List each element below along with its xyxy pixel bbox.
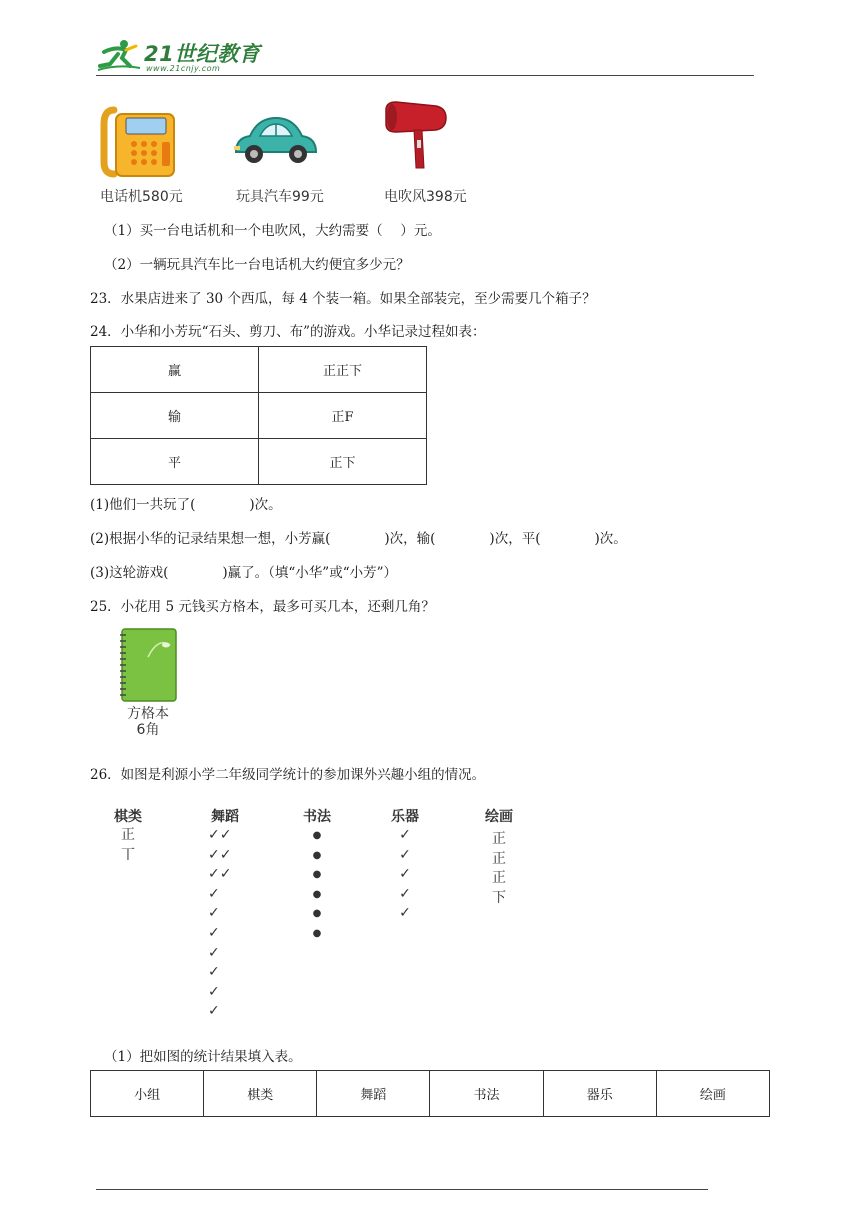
notebook-name: 方格本 bbox=[127, 706, 169, 722]
toy-car-caption: 玩具汽车99元 bbox=[236, 189, 324, 205]
footer-rule bbox=[96, 1189, 708, 1190]
q24-text: 24．小华和小芳玩“石头、剪刀、布”的游戏。小华记录过程如表： bbox=[90, 324, 486, 340]
tally-record-table bbox=[90, 346, 427, 485]
table-header-cell: 舞蹈 bbox=[317, 1071, 430, 1117]
tally-mark: ✓ bbox=[208, 983, 220, 1000]
table-cell: 正F bbox=[259, 393, 427, 439]
tally-mark: ✓ bbox=[399, 866, 411, 883]
table-cell: 正正下 bbox=[259, 347, 427, 393]
table-row bbox=[91, 439, 427, 485]
table-header-cell: 绘画 bbox=[656, 1071, 769, 1117]
table-row bbox=[91, 347, 427, 393]
tally-mark: 正 bbox=[492, 850, 506, 867]
notebook-caption bbox=[112, 706, 184, 738]
tally-mark: ✓ bbox=[208, 1003, 220, 1020]
toy-car-icon bbox=[230, 112, 322, 170]
table-row bbox=[91, 393, 427, 439]
tally-mark: ● bbox=[312, 888, 322, 900]
q26-text: 26．如图是利源小学二年级同学统计的参加课外兴趣小组的情况。 bbox=[90, 767, 486, 783]
tally-mark: ● bbox=[312, 849, 322, 861]
table-cell: 赢 bbox=[91, 347, 259, 393]
tally-head: 乐器 bbox=[391, 809, 419, 825]
table-header-cell: 小组 bbox=[91, 1071, 204, 1117]
tally-mark: ✓ bbox=[399, 885, 411, 902]
header-rule bbox=[96, 75, 754, 76]
tally-column-chess bbox=[103, 806, 153, 865]
table-header-cell: 器乐 bbox=[543, 1071, 656, 1117]
tally-mark: ✓ bbox=[208, 944, 220, 961]
tally-mark: ✓ bbox=[208, 885, 220, 902]
tally-mark: ● bbox=[312, 869, 322, 881]
telephone-icon bbox=[100, 104, 180, 180]
notebook-icon bbox=[118, 627, 178, 703]
tally-column-instrument bbox=[380, 806, 430, 924]
tally-mark: 下 bbox=[492, 889, 506, 906]
tally-head: 舞蹈 bbox=[211, 809, 239, 825]
telephone-caption: 电话机580元 bbox=[100, 189, 183, 205]
table-header-cell: 书法 bbox=[430, 1071, 543, 1117]
tally-head: 棋类 bbox=[114, 809, 142, 825]
site-logo bbox=[96, 36, 266, 78]
logo-text: 21世纪教育 bbox=[144, 42, 261, 66]
tally-column-painting bbox=[474, 806, 524, 908]
notebook-price: 6角 bbox=[136, 722, 160, 738]
tally-head: 绘画 bbox=[485, 809, 513, 825]
tally-column-dance bbox=[198, 806, 252, 1022]
tally-mark: ✓✓ bbox=[208, 827, 232, 843]
tally-mark: ● bbox=[312, 927, 322, 939]
q24-sub2: (2)根据小华的记录结果想一想，小芳赢( )次，输( )次，平( )次。 bbox=[90, 531, 627, 547]
tally-mark: ✓ bbox=[399, 827, 411, 843]
tally-mark: ● bbox=[312, 830, 322, 841]
tally-column-calligraphy bbox=[292, 806, 342, 944]
table-cell: 平 bbox=[91, 439, 259, 485]
q22-sub1: （1）买一台电话机和一个电吹风，大约需要（ ）元。 bbox=[104, 223, 441, 239]
table-header-cell: 棋类 bbox=[204, 1071, 317, 1117]
tally-head: 书法 bbox=[303, 809, 331, 825]
table-cell: 正下 bbox=[259, 439, 427, 485]
q23-text: 23．水果店进来了 30 个西瓜，每 4 个装一箱。如果全部装完，至少需要几个箱子？ bbox=[90, 291, 596, 307]
q25-text: 25．小花用 5 元钱买方格本，最多可买几本，还剩几角？ bbox=[90, 599, 435, 615]
tally-mark: 丅 bbox=[121, 846, 135, 863]
fill-in-table bbox=[90, 1070, 770, 1117]
tally-mark: 正 bbox=[492, 831, 506, 847]
runner-logo-icon bbox=[96, 38, 142, 74]
tally-mark: ✓ bbox=[208, 924, 220, 941]
logo-url: www.21cnjy.com bbox=[146, 64, 221, 73]
tally-mark: ● bbox=[312, 908, 322, 920]
table-cell: 输 bbox=[91, 393, 259, 439]
tally-mark: ✓✓ bbox=[208, 866, 232, 883]
tally-mark: ✓ bbox=[399, 846, 411, 863]
q22-sub2: （2）一辆玩具汽车比一台电话机大约便宜多少元？ bbox=[104, 257, 410, 273]
table-row bbox=[91, 1071, 770, 1117]
hair-dryer-icon bbox=[382, 100, 450, 172]
tally-mark: ✓✓ bbox=[208, 846, 232, 863]
q24-sub1: (1)他们一共玩了( )次。 bbox=[90, 497, 282, 513]
tally-mark: 正 bbox=[492, 870, 506, 887]
tally-mark: 正 bbox=[121, 827, 135, 843]
tally-mark: ✓ bbox=[208, 964, 220, 981]
hair-dryer-caption: 电吹风398元 bbox=[384, 189, 467, 205]
q24-sub3: (3)这轮游戏( )赢了。（填“小华”或“小芳”） bbox=[90, 565, 398, 581]
q26-sub1: （1）把如图的统计结果填入表。 bbox=[104, 1049, 302, 1065]
tally-mark: ✓ bbox=[399, 905, 411, 922]
tally-mark: ✓ bbox=[208, 905, 220, 922]
